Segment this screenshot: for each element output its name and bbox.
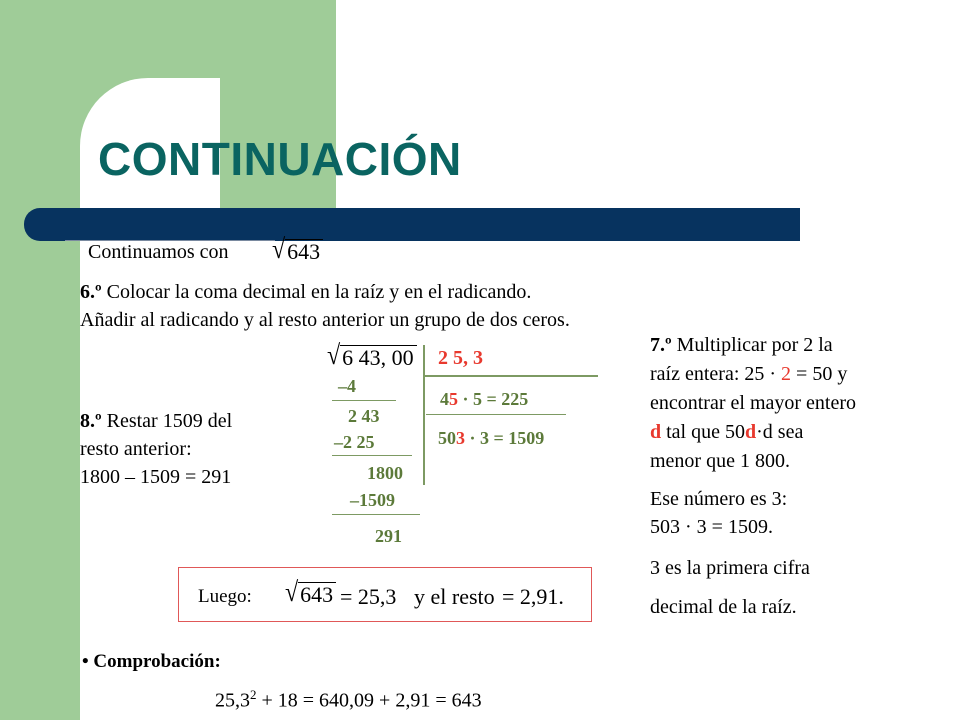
step7-line4: [650, 418, 856, 447]
division-rem1: 2 43: [348, 406, 380, 426]
division-calc1-c: · 5 = 225: [458, 389, 529, 409]
step7-line4-mid: tal que 50: [661, 421, 745, 443]
step8-number: 8.º: [80, 410, 102, 432]
intro-radicand: 643: [285, 239, 323, 264]
division-sqrt: [327, 343, 417, 370]
step7-line2-pre: raíz entera: 25 ·: [650, 363, 782, 385]
step7-number-line2: 503 · 3 = 1509.: [650, 516, 773, 538]
step7-line3: encontrar el mayor entero: [650, 392, 857, 414]
division-sub1: –4: [338, 376, 356, 396]
division-root-rule: [424, 375, 598, 377]
step7-decimal-line2: decimal de la raíz.: [650, 596, 797, 618]
step6-text: [80, 278, 570, 334]
check-eq-sup: 2: [250, 687, 257, 702]
division-root: 2 5, 3: [438, 347, 483, 369]
division-rule1: [332, 400, 396, 401]
division-rem3: 291: [375, 526, 402, 546]
division-rule2: [332, 455, 412, 456]
luego-radicand: 643: [298, 582, 336, 607]
bullet-icon: •: [82, 651, 89, 672]
luego-sqrt-symbol-icon: √: [285, 578, 299, 608]
check-label: Comprobación:: [93, 651, 221, 672]
step8-line3: 1800 – 1509 = 291: [80, 466, 232, 488]
step7-line5: menor que 1 800.: [650, 450, 790, 472]
step7-number: 7.º: [650, 334, 672, 356]
slide-title: CONTINUACIÓN: [98, 133, 462, 185]
division-calc1: [440, 389, 528, 410]
division-calc2: [438, 428, 544, 449]
step6-line1-text: Colocar la coma decimal en la raíz y en el radicando.: [101, 281, 532, 303]
step7-line2-post: = 50 y: [791, 363, 848, 385]
luego-resto-text: y el resto: [414, 584, 495, 609]
sqrt-symbol-icon: √: [272, 235, 286, 265]
division-calc2-a: 50: [438, 428, 456, 448]
intro-sqrt: [272, 237, 323, 264]
step7-decimal-line1: 3 es la primera cifra: [650, 557, 810, 579]
step6-line1: [80, 278, 570, 306]
check-eq-post: + 18 = 640,09 + 2,91 = 643: [256, 689, 482, 712]
step7-d-var: d: [650, 421, 662, 443]
intro-label: Continuamos con: [88, 241, 229, 263]
check-heading: [82, 651, 221, 674]
step7-line2: [650, 360, 856, 389]
division-vertical-rule: [423, 345, 425, 485]
step7-line1: [650, 331, 856, 360]
division-rule3: [332, 514, 420, 515]
step8-line1-text: Restar 1509 del: [101, 410, 233, 432]
step7-text: [650, 331, 856, 476]
division-calc1-b: 5: [449, 389, 458, 409]
division-radicand: 6 43, 00: [340, 345, 417, 370]
step8-line1: [80, 407, 232, 435]
step8-text: [80, 407, 232, 491]
luego-label: Luego:: [198, 586, 252, 607]
division-calc2-c: · 3 = 1509: [465, 428, 545, 448]
step7-line1-text: Multiplicar por 2 la: [671, 334, 833, 356]
division-rem2: 1800: [367, 463, 403, 483]
step7-line4-post: ·d sea: [756, 421, 804, 443]
step7-line2-red: 2: [781, 363, 792, 385]
luego-sqrt: [285, 580, 336, 607]
check-equation: [215, 687, 482, 713]
division-calc2-b: 3: [456, 428, 465, 448]
division-sub2: –2 25: [334, 432, 375, 452]
step6-number: 6.º: [80, 281, 102, 303]
step7-number-text: [650, 485, 787, 541]
luego-equals-root: = 25,3: [340, 584, 397, 609]
division-sub3: –1509: [350, 490, 395, 510]
division-calc-rule: [426, 414, 566, 415]
luego-equals-rest: = 2,91.: [502, 584, 564, 609]
division-sqrt-symbol-icon: √: [327, 341, 341, 371]
step8-line2: resto anterior:: [80, 438, 192, 460]
step6-line2: Añadir al radicando y al resto anterior un grupo de dos ceros.: [80, 309, 570, 331]
check-eq-pre: 25,3: [215, 689, 250, 712]
step7-d-var2: d: [745, 421, 757, 443]
step7-number-line1: Ese número es 3:: [650, 488, 788, 510]
title-bar: [24, 208, 800, 241]
division-calc1-a: 4: [440, 389, 449, 409]
